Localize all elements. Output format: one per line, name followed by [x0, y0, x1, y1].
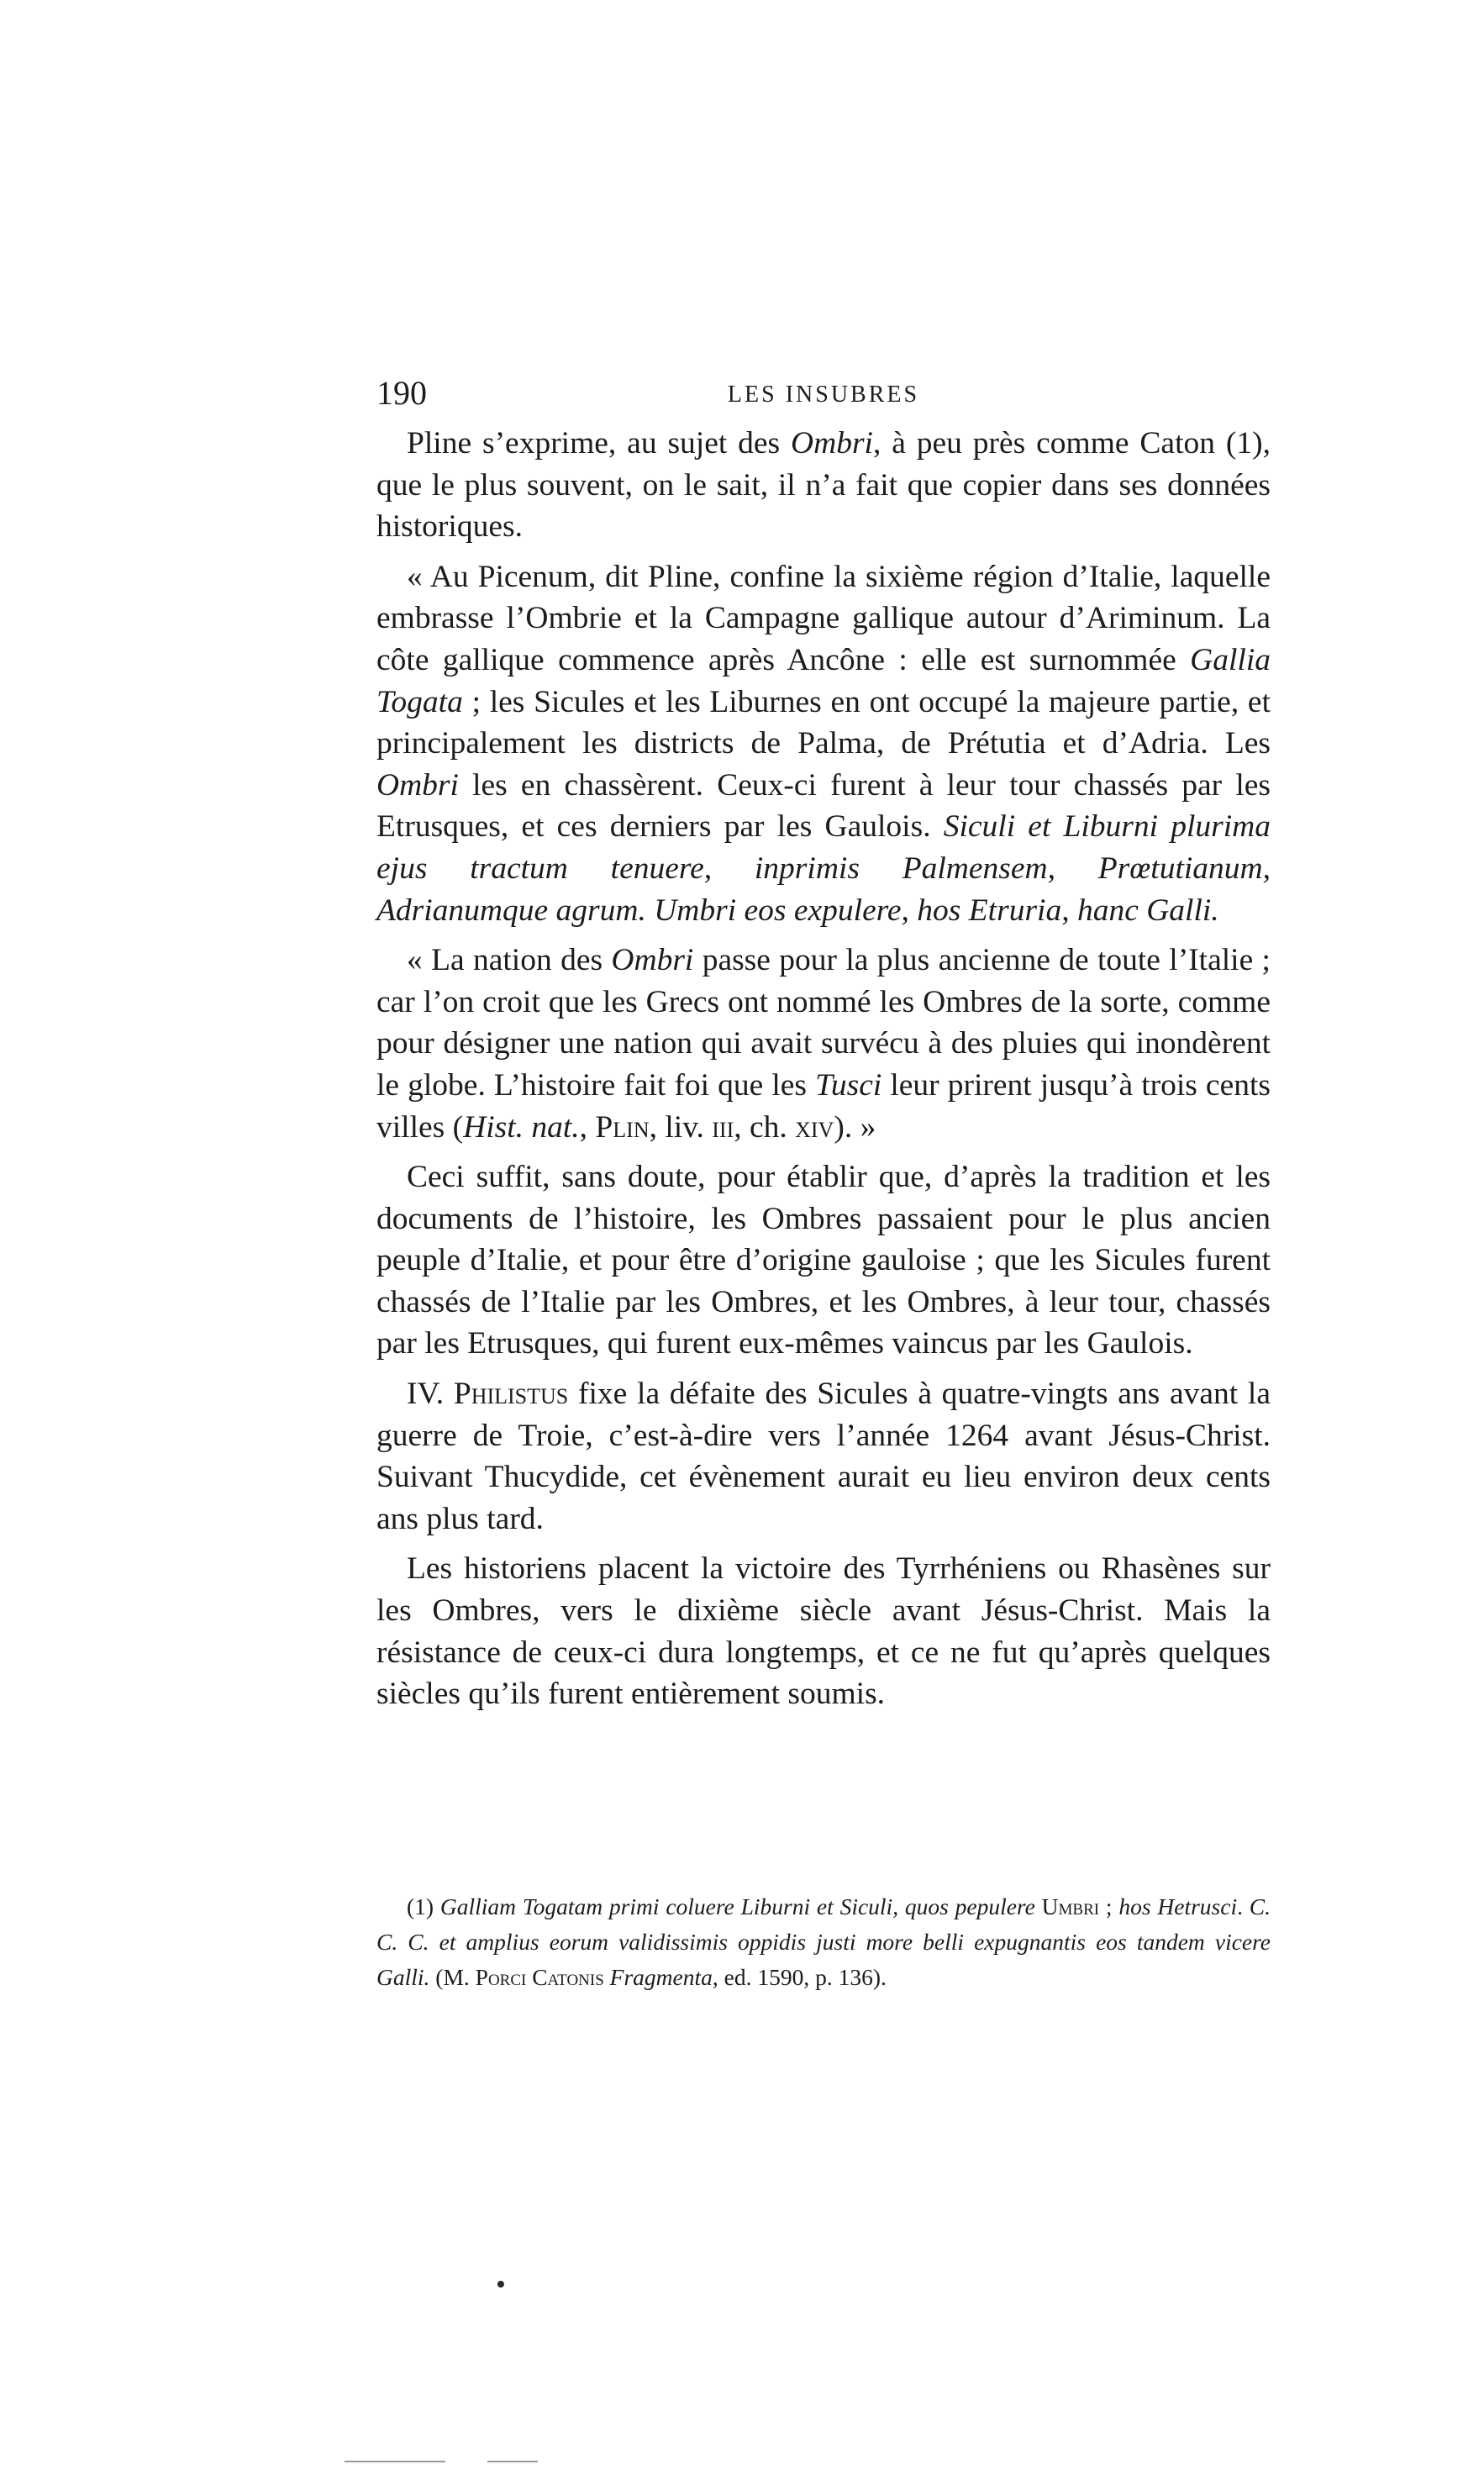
footnote	[376, 1889, 1271, 1995]
paragraph-1	[376, 423, 1271, 548]
small-caps-run: xiv	[795, 1109, 834, 1145]
text-run: Pline s’exprime, au sujet des	[407, 426, 792, 461]
text-run: , ed. 1590, p. 136).	[712, 1964, 887, 1990]
small-caps-run: iii	[712, 1109, 734, 1145]
text-run	[604, 1964, 610, 1990]
footnote-text	[376, 1889, 1271, 1995]
scan-edge-line	[345, 2461, 445, 2462]
text-run: ; les Sicules et les Liburnes en ont occupé la majeure partie, et principalement les districts de Palma, de Prétutia et d’Adria. Les	[376, 684, 1271, 761]
text-run: ;	[1099, 1893, 1119, 1919]
italic-run: Ombri	[791, 426, 873, 461]
italic-run: Tusci	[815, 1067, 882, 1103]
text-run: (M.	[429, 1964, 476, 1990]
italic-run: Siculi et Liburni plurima ejus tractum tenuere, inprimis Palmensem, Prœtutianum, Adrianumque agrum. Umbri eos expulere, hos Etruria, hanc Galli.	[376, 809, 1271, 928]
italic-run: Fragmenta	[609, 1964, 713, 1990]
italic-run: Ombri	[611, 943, 694, 978]
paragraph-2	[376, 556, 1271, 931]
body-text	[376, 423, 1271, 1724]
scan-edge-line	[487, 2461, 538, 2462]
text-run: , liv.	[649, 1109, 713, 1145]
text-run	[1035, 1893, 1042, 1919]
text-run: , à peu près comme Caton (1), que le plus souvent, on le sait, il n’a fait que copier dans ses données historiques.	[376, 426, 1271, 545]
paragraph-5	[376, 1373, 1271, 1540]
ink-speck: •	[496, 2269, 506, 2300]
text-run: « La nation des	[407, 943, 612, 978]
text-run: fixe la défaite des Sicules à quatre-vingts ans avant la guerre de Troie, c’est-à-dire vers l’année 1264 avant Jésus-Christ. Suivant Thucydide, cet évènement aurait eu lieu environ deux cents ans plus tard.	[376, 1377, 1271, 1536]
small-caps-run: Plin	[595, 1109, 650, 1145]
text-run: , ch.	[734, 1109, 796, 1145]
paragraph-3	[376, 940, 1271, 1148]
running-title: LES INSUBRES	[727, 382, 920, 408]
italic-run: Galliam Togatam primi coluere Liburni et Siculi, quos pepulere	[439, 1893, 1035, 1919]
italic-run: et amplius eorum validissimis oppidis justi more belli expugnantis eos tandem vicere Galli.	[376, 1929, 1271, 1990]
text-run: Les historiens placent la victoire des Tyrrhéniens ou Rhasènes sur les Ombres, vers le dixième siècle avant Jésus-Christ. Mais la résistance de ceux-ci dura longtemps, et ce ne fut qu’après quelques siècles qu’ils furent entièrement soumis.	[376, 1551, 1271, 1712]
text-run: « Au Picenum, dit Pline, confine la sixième région d’Italie, laquelle embrasse l’Ombrie et la Campagne gallique autour d’Ariminum. La côte gallique commence après Ancône : elle est surnommée	[376, 559, 1271, 677]
page-number: 190	[376, 374, 427, 412]
paragraph-4	[376, 1156, 1271, 1365]
paragraph-6	[376, 1548, 1271, 1714]
small-caps-run: Umbri	[1041, 1893, 1100, 1919]
italic-run: C. C. C.	[376, 1893, 1271, 1955]
text-run	[429, 1929, 439, 1955]
italic-run: Ombri	[376, 767, 459, 803]
small-caps-run: Philistus	[453, 1377, 569, 1412]
text-run: passe pour la plus ancienne de toute l’Italie ; car l’on croit que les Grecs ont nommé les Ombres de la sorte, comme pour désigner une nation qui avait survécu à des pluies qui inondèrent le globe. L’histoire fait foi que les	[376, 943, 1271, 1103]
text-run: les en chassèrent. Ceux-ci furent à leur tour chassés par les Etrusques, et ces derniers par les Gaulois.	[376, 767, 1271, 845]
text-run: IV.	[407, 1377, 454, 1412]
text-run: (1)	[407, 1893, 440, 1919]
text-run: leur prirent jusqu’à trois cents villes (	[376, 1067, 1271, 1145]
page-header	[376, 368, 1271, 419]
text-run: Ceci suffit, sans doute, pour établir que, d’après la tradition et les documents de l’histoire, les Ombres passaient pour le plus ancien peuple d’Italie, et pour être d’origine gauloise ; que les Sicules furent chassés de l’Italie par les Ombres, et les Ombres, à leur tour, chassés par les Etrusques, qui furent eux-mêmes vaincus par les Gaulois.	[376, 1160, 1271, 1361]
italic-run: Gallia Togata	[376, 642, 1271, 719]
italic-run: Hist. nat.	[463, 1109, 580, 1145]
text-run: ). »	[834, 1109, 876, 1145]
italic-run: hos Hetrusci	[1118, 1893, 1238, 1919]
small-caps-run: Porci Catonis	[475, 1964, 604, 1990]
text-run: .	[1237, 1893, 1250, 1919]
text-run: ,	[579, 1109, 596, 1145]
